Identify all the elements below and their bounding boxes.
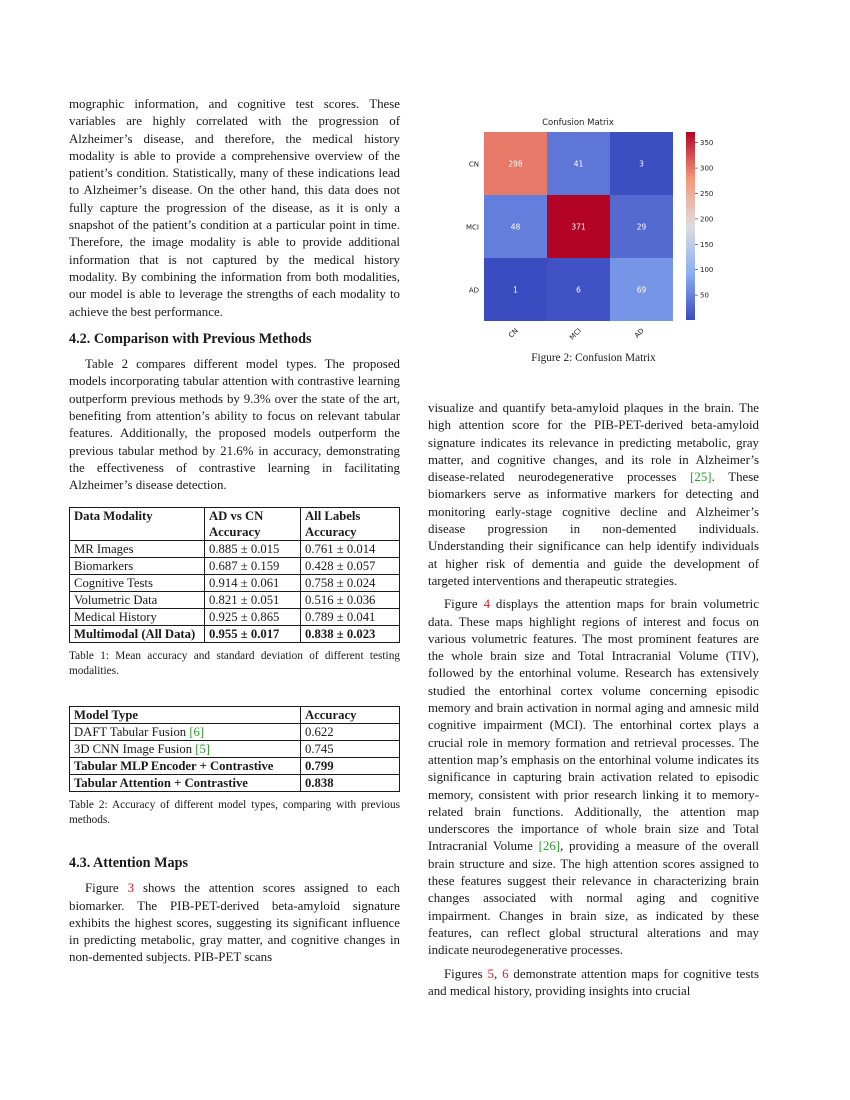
cell-value-label: 48 xyxy=(510,222,521,232)
row-tick-label: CN xyxy=(468,160,479,169)
table-cell: 0.622 xyxy=(301,723,400,740)
paragraph xyxy=(428,400,759,590)
colorbar-tick-label: 350 xyxy=(700,139,714,148)
table-header: All Labels Accuracy xyxy=(301,507,400,540)
table-cell: MR Images xyxy=(70,540,205,557)
table-cell: 0.516 ± 0.036 xyxy=(301,591,400,608)
figure-link[interactable]: 5 xyxy=(487,966,494,981)
table-row xyxy=(70,540,400,557)
table-row xyxy=(70,625,400,642)
colorbar-tick-label: 250 xyxy=(700,189,714,198)
table-1-caption: Table 1: Mean accuracy and standard deviation of different testing modalities. xyxy=(69,649,400,678)
cell-value-label: 41 xyxy=(573,159,584,169)
table-header-row xyxy=(70,507,400,540)
confusion-matrix-figure xyxy=(460,112,720,372)
table-row xyxy=(70,723,400,740)
row-tick-label: AD xyxy=(468,286,479,295)
cell-value-label: 29 xyxy=(636,222,647,232)
table-cell: 0.687 ± 0.159 xyxy=(205,557,301,574)
table-cell: Tabular Attention + Contrastive xyxy=(70,774,301,791)
table-cell xyxy=(70,723,301,740)
text-run: Figure xyxy=(85,881,128,896)
paragraph xyxy=(428,966,759,1001)
table-cell xyxy=(70,740,301,757)
column-labels xyxy=(507,327,646,342)
figure-link[interactable]: 3 xyxy=(127,881,135,896)
table-cell: Multimodal (All Data) xyxy=(70,625,205,642)
table-cell: Tabular MLP Encoder + Contrastive xyxy=(70,757,301,774)
table-cell: 0.885 ± 0.015 xyxy=(205,540,301,557)
table-cell: 0.838 xyxy=(301,774,400,791)
table-1 xyxy=(69,507,400,643)
left-column xyxy=(69,96,400,967)
text-run: , xyxy=(494,966,503,981)
table-cell: Cognitive Tests xyxy=(70,574,205,591)
table-row xyxy=(70,757,400,774)
citation-link[interactable]: [6] xyxy=(189,724,205,739)
table-cell: 0.821 ± 0.051 xyxy=(205,591,301,608)
paragraph xyxy=(69,880,400,966)
paragraph: mographic information, and cognitive test scores. These variables are highly correlated with the progression of Alzheimer’s disease, and therefore, the medical history modality is able to provide a comprehensive overview of the patient’s condition. Statistically, many of these indications lead to Alzheimer’s disease. On the other hand, this data does not fully capture the progression of the disease, as it is only a snapshot of the patient’s condition at a particular point in time. Therefore, the image modality is able to provide additional information that is not captured by the medical history modality. By combining the information from both modalities, our model is able to leverage the strengths of each modality to achieve the best performance. xyxy=(69,97,400,319)
table-cell: Medical History xyxy=(70,608,205,625)
text-run: shows the attention scores assigned to each biomarker. The PIB-PET-derived beta-amyloid signature exhibits the highest scores, suggesting its significant influence in predicting metabolic, gray matter, and cognitive changes in non-demented subjects. PIB-PET scans xyxy=(69,881,400,965)
colorbar-tick-label: 100 xyxy=(700,266,714,275)
cell-value-label: 3 xyxy=(639,159,644,169)
column-tick-label: MCI xyxy=(568,326,583,342)
table-row xyxy=(70,574,400,591)
table-row xyxy=(70,591,400,608)
table-cell: 0.789 ± 0.041 xyxy=(301,608,400,625)
paragraph xyxy=(428,596,759,959)
table-cell: 0.745 xyxy=(301,740,400,757)
colorbar-ticks xyxy=(695,139,713,299)
cell-value-label: 1 xyxy=(513,285,518,295)
colorbar-tick-label: 50 xyxy=(700,291,709,300)
heatmap-cells xyxy=(484,132,673,321)
section-heading-4-2: 4.2. Comparison with Previous Methods xyxy=(69,330,312,347)
table-cell: 0.799 xyxy=(301,757,400,774)
text-run: visualize and quantify beta-amyloid plaques in the brain. The high attention score for the PIB-PET-derived beta-amyloid signature indicates its relevance in predicting metabolic, gray matter, and cognitive changes, and its role in Alzheimer’s disease-related neurodegenerative processes xyxy=(428,401,759,485)
table-cell: Biomarkers xyxy=(70,557,205,574)
model-name: DAFT Tabular Fusion xyxy=(74,724,190,739)
table-row xyxy=(70,774,400,791)
row-tick-label: MCI xyxy=(466,223,479,232)
colorbar-tick-label: 200 xyxy=(700,215,714,224)
text-run: Figure xyxy=(444,597,484,612)
text-run: . These biomarkers serve as informative markers for detecting and monitoring early-stage cognitive decline and Alzheimer’s disease progression in non-demented individuals. Understanding their significance can help identify individuals at higher risk of dementia and guide the development of targeted interventions and therapeutic strategies. xyxy=(428,470,760,588)
table-cell: 0.914 ± 0.061 xyxy=(205,574,301,591)
figure-2-caption: Figure 2: Confusion Matrix xyxy=(531,352,656,364)
table-cell: 0.758 ± 0.024 xyxy=(301,574,400,591)
cell-value-label: 371 xyxy=(571,222,586,232)
cell-value-label: 69 xyxy=(636,285,647,295)
citation-link[interactable]: [5] xyxy=(195,741,211,756)
model-name: 3D CNN Image Fusion xyxy=(74,741,196,756)
citation-link[interactable]: [26] xyxy=(538,839,561,854)
text-run: Figures xyxy=(444,966,488,981)
table-2-caption: Table 2: Accuracy of different model types, comparing with previous methods. xyxy=(69,798,400,827)
table-row xyxy=(70,740,400,757)
citation-link[interactable]: [25] xyxy=(690,470,712,485)
table-header: Model Type xyxy=(70,706,301,723)
text-run: demonstrate attention maps for cognitive tests and medical history, providing insights into crucial xyxy=(428,966,759,998)
table-header: AD vs CN Accuracy xyxy=(205,507,301,540)
figure-link[interactable]: 4 xyxy=(483,597,491,612)
paragraph: Table 2 compares different model types. The proposed models incorporating tabular attention with contrastive learning outperform previous methods by 9.3% over the state of the art, benefiting from attention’s ability to focus on relevant tabular features. Additionally, the proposed models outperform the previous tabular method by 21.6% in accuracy, demonstrating the effectiveness of contrastive learning in facilitating Alzheimer’s disease detection. xyxy=(69,357,400,493)
row-labels xyxy=(466,161,479,295)
text-run: displays the attention maps for brain volumetric data. These maps highlight regions of interest and focus on various volumetric features. The most prominent features are the whole brain size and Total Intracranial Volume (TIV), followed by the entorhinal volume. Research has extensively studied the entorhinal cortex volume concerning episodic memory and brain activation in normal aging and amnesic mild cognitive impairment (MCI). The entorhinal cortex plays a crucial role in memory formation and retrieval processes. The attention map’s emphasis on the entorhinal volume indicates its significance in capturing brain activation related to episodic memory, consistent with prior research linking it to memory-related brain functions. Additionally, the attention map underscores the importance of whole brain size and Total Intracranial Volume xyxy=(428,597,759,854)
column-tick-label: CN xyxy=(507,326,520,340)
section-heading-4-3: 4.3. Attention Maps xyxy=(69,854,189,871)
text-run: , providing a measure of the overall brain structure and size. The high attention scores assigned to these features suggest their relevance in characterizing brain changes associated with normal aging and cognitive impairment. Changes in brain size, as indicated by these features, can reflect global structural alterations and may indicate neurodegenerative processes. xyxy=(428,839,759,958)
table-cell: 0.428 ± 0.057 xyxy=(301,557,400,574)
cell-value-label: 6 xyxy=(576,285,581,295)
colorbar-tick-label: 300 xyxy=(700,164,714,173)
right-column xyxy=(428,400,759,1000)
colorbar xyxy=(686,132,695,320)
table-header-row xyxy=(70,706,400,723)
table-cell: 0.955 ± 0.017 xyxy=(205,625,301,642)
table-cell: 0.838 ± 0.023 xyxy=(301,625,400,642)
table-cell: Volumetric Data xyxy=(70,591,205,608)
table-header: Data Modality xyxy=(70,507,205,540)
colorbar-tick-label: 150 xyxy=(700,240,714,249)
table-header: Accuracy xyxy=(301,706,400,723)
chart-title: Confusion Matrix xyxy=(542,118,614,128)
table-cell: 0.925 ± 0.865 xyxy=(205,608,301,625)
figure-link[interactable]: 6 xyxy=(502,966,509,981)
cell-value-label: 298 xyxy=(508,159,523,169)
table-row xyxy=(70,608,400,625)
table-row xyxy=(70,557,400,574)
table-cell: 0.761 ± 0.014 xyxy=(301,540,400,557)
column-tick-label: AD xyxy=(633,326,646,340)
table-2 xyxy=(69,706,400,792)
